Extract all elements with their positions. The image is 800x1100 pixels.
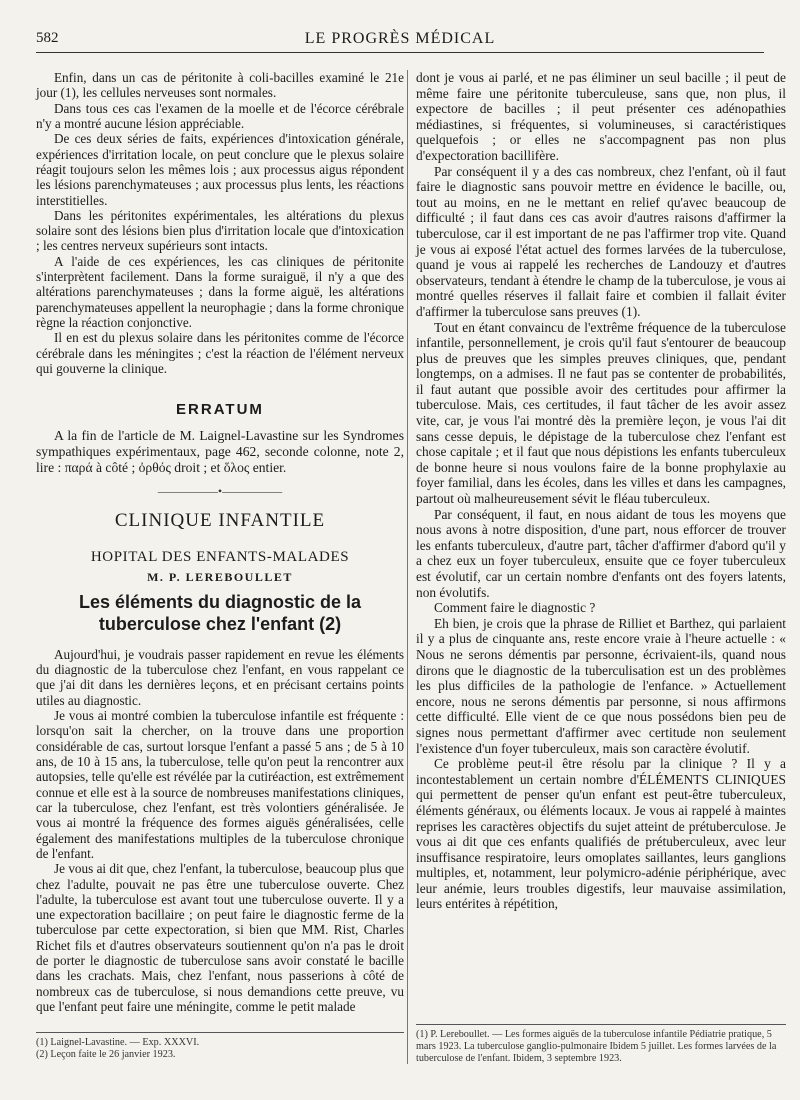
paragraph: Dans tous ces cas l'examen de la moelle et de l'écorce cérébrale n'y a montré aucune lésion appréciable. <box>36 100 404 131</box>
paragraph: Dans les péritonites expérimentales, les altérations du plexus solaire sont des lésions bien plus d'irritation locale que d'intoxication ; les centres nerveux supérieurs sont intacts. <box>36 207 404 254</box>
journal-title: LE PROGRÈS MÉDICAL <box>304 30 496 47</box>
paragraph: Par conséquent il y a des cas nombreux, chez l'enfant, où il faut faire le diagnostic sans pouvoir mettre en évidence le bacille, ou, tout au moins, en ne le mettant en relief qu'avec beaucoup de difficulté ; il faut dans ces cas avoir d'autres raisons d'affirmer la tuberculose, car il est important de ne pas l'affirmer trop vite. Quand je vous ai exposé l'état actuel des formes larvées de la tuberculose, quand je vous ai rappelé les recherches de Landouzy et d'autres observateurs, tendant à étendre le champ de la tuberculose, je vous ai montré quelles réserves il fallait faire et combien il fallait éviter d'affirmer la tuberculose sans preuves (1). <box>416 163 786 319</box>
footnotes-left <box>36 1032 404 1061</box>
erratum-heading: ERRATUM <box>176 401 264 419</box>
article-title: Les éléments du diagnostic de la tuberculose chez l'enfant (2) <box>78 591 362 634</box>
paragraph: Ce problème peut-il être résolu par la clinique ? Il y a incontestablement un certain nombre d'ÉLÉMENTS CLINIQUES qui permettent de penser qu'un enfant est peut-être tuberculeux, éléments généraux, ou éléments locaux. Je vous ai rappelé à maintes reprises les caractères objectifs du sujet atteint de prétuberculose. Je vous ai dit que ces enfants qualifiés de prétuberculeux, avec leur insuffisance respiratoire, leurs omoplates saillantes, leurs ganglions multiples, et, notamment, leur polymicro-adénie périphérique, avec leur anémie, leurs troubles digestifs, leur mauvaise assimilation, leurs entérites à répétition, <box>416 756 786 912</box>
erratum-text: A la fin de l'article de M. Laignel-Lavastine sur les Syndromes sympathiques expérimentaux, page 462, seconde colonne, note 2, lire : παρά à côté ; ὀρθός droit ; et ὅλος entier. <box>36 427 404 475</box>
paragraph: Je vous ai montré combien la tuberculose infantile est fréquente : lorsqu'on sait la chercher, on la trouve dans une proportion considérable de cas, surtout lorsque l'enfant a passé 5 ans ; de 5 à 10 ans, de 10 à 15 ans, la tuberculose, telle qu'on peut la rencontrer aux autopsies, telle qu'elle est révélée par la cutiréaction, est extrêmement connue et elle est à la source de nombreuses manifestations cliniques, car la tuberculose, chez l'enfant, est très volontiers généralisée. Je vous ai montré la fréquence des formes aiguës généralisées, celle également des manifestations multiples de la tuberculose chronique de l'enfant. <box>36 708 404 861</box>
footnote: (2) Leçon faite le 26 janvier 1923. <box>36 1049 176 1060</box>
paragraph: Tout en étant convaincu de l'extrême fréquence de la tuberculose infantile, personnellement, je crois qu'il faut s'entourer de beaucoup plus de preuves que les simples preuves cliniques, que, pendant longtemps, on a admises. Il ne faut pas se contenter de probabilités, il faut autant que possible avoir des certitudes pour affirmer la tuberculose. Mais, ces certitudes, il faut tâcher de les avoir assez vite, car, je vous l'ai montré dès la première leçon, je vous l'ai dit sans cesse depuis, le dépistage de la tuberculose chez l'enfant est chose capitale ; et il faut que nous dépistions les enfants tuberculeux de bonne heure si nous voulons faire de la bonne prophylaxie au foyer familial, dans les écoles, dans les villes et dans les campagnes, partout où malheureusement sévit le fléau tuberculeux. <box>416 319 786 507</box>
author-name: M. P. LEREBOULLET <box>147 569 293 584</box>
right-column <box>416 70 786 912</box>
hospital-name: HOPITAL DES ENFANTS-MALADES <box>90 549 350 566</box>
footnote: (1) P. Lereboullet. — Les formes aiguës de la tuberculose infantile Pédiatrie pratique, 5 mars 1923. La tuberculose ganglio-pulmonaire Ibidem 5 juillet. Les formes larvées de la tuberculose de l'enfant. Ibidem, 3 septembre 1923. <box>416 1029 777 1064</box>
ornament-separator: —————•————— <box>157 483 283 498</box>
paragraph: Il en est du plexus solaire dans les péritonites comme de l'écorce cérébrale dans les méningites ; c'est la réaction de l'élément nerveux qui gouverne la clinique. <box>36 330 404 376</box>
paragraph: Par conséquent, il faut, en nous aidant de tous les moyens que nous avons à notre disposition, d'une part, nous efforcer de trouver les enfants tuberculeux, d'autre part, tâcher d'affirmer d'abord qu'il y a chez eux un foyer tuberculeux, ensuite que ce foyer tuberculeux est évolutif, car un certain nombre d'enfants ont des foyers latents, non évolutifs. <box>416 506 786 600</box>
paragraph: Eh bien, je crois que la phrase de Rilliet et Barthez, qui parlaient il y a plus de cinquante ans, reste encore vraie à l'heure actuelle : « Nous ne serons démentis par personne, écrivaient-ils, quand nous dirons que le diagnostic de la tuberculisation est un des problèmes les plus difficiles de la pathologie de l'enfance. » Actuellement encore, nous ne serons démentis par personne, si nous affirmons cette difficulté. Elle vient de ce que nous possédons bien peu de signes nous permettant d'affirmer avec certitude non seulement l'existence d'un foyer tuberculeux, mais son caractère évolutif. <box>416 615 786 756</box>
left-column <box>36 70 404 1014</box>
column-divider <box>407 70 408 1064</box>
page-number: 582 <box>36 30 59 46</box>
paragraph: Je vous ai dit que, chez l'enfant, la tuberculose, beaucoup plus que chez l'adulte, pouvait ne pas être une tuberculose ouverte. Chez l'adulte, la tuberculose est avant tout une tuberculose ouverte. Il y a une expectoration bacillaire ; on peut faire le diagnostic ferme de la tuberculose par cette expectoration, si bien que MM. Rist, Charles Richet fils et d'autres observateurs soutiennent qu'on n'a pas le droit de porter le diagnostic de tuberculose sans avoir constaté le bacille dans les crachats. Mais, chez l'enfant, nous passerions à côté de nombreux cas de tuberculose, si nous demandions cette preuve, vu que l'enfant peut faire une méningite, comme le petit malade <box>36 861 404 1014</box>
paragraph: Aujourd'hui, je voudrais passer rapidement en revue les éléments du diagnostic de la tuberculose chez l'enfant, en vous rappelant ce que j'ai dit dans les dernières leçons, et en précisant certains points utiles au diagnostic. <box>36 646 404 708</box>
footnote: (1) Laignel-Lavastine. — Exp. XXXVI. <box>36 1037 200 1048</box>
paragraph: De ces deux séries de faits, expériences d'intoxication générale, expériences d'irritation locale, on peut conclure que le plexus solaire réagit toujours selon les mêmes lois ; aux processus aigus répondent les lésions parenchymateuses ; aux processus plus lents, les réactions interstitielles. <box>36 131 404 208</box>
paragraph: Comment faire le diagnostic ? <box>434 600 596 616</box>
paragraph: dont je vous ai parlé, et ne pas éliminer un seul bacille ; il peut de même faire une péritonite tuberculeuse, sans que, non plus, il expectore de bacilles ; il peut présenter ces adénopathies médiastines, si fréquentes, si volumineuses, si caractéristiques quelquefois ; or elles ne s'accompagnent pas non plus d'expectoration bacillifère. <box>416 70 786 163</box>
footnotes-right <box>416 1024 786 1065</box>
paragraph: Enfin, dans un cas de péritonite à coli-bacilles examiné le 21e jour (1), les cellules nerveuses sont normales. <box>36 70 404 101</box>
page-header <box>36 18 764 53</box>
section-title: CLINIQUE INFANTILE <box>114 509 326 531</box>
paragraph: A l'aide de ces expériences, les cas cliniques de péritonite s'interprètent facilement. Dans la forme suraiguë, il n'y a que des altérations parenchymateuses ; dans la forme aiguë, les altérations parenchymateuses appellent la neurophagie ; dans la forme chronique règne la réaction conjonctive. <box>36 253 404 330</box>
